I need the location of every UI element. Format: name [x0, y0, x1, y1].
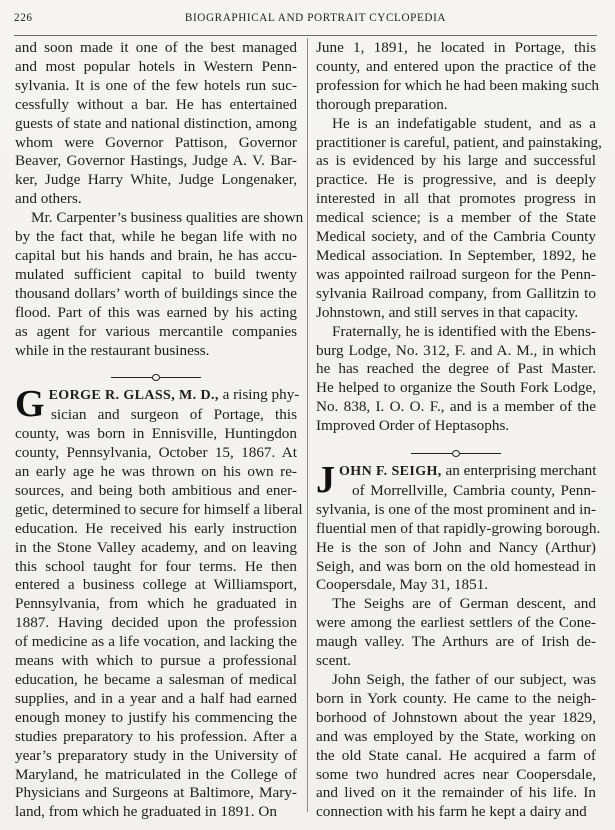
text-line: borhood of Johnstown about the year 1829, [316, 708, 596, 726]
text-line: by the fact that, while he began life with no [15, 228, 297, 246]
glass-student-paragraph [316, 114, 602, 323]
text-line: practice. He is progressive, and is deeply [316, 171, 596, 189]
text-line: sylvania, is one of the most prominent and in- [316, 500, 596, 518]
text-line: sician and surgeon of Portage, this [51, 406, 297, 424]
text-line: and soon made it one of the best managed [15, 39, 297, 56]
text-line: The Seighs are of German descent, and [332, 595, 596, 613]
text-line: and most popular hotels in Western Penn- [15, 57, 297, 75]
text-line: John Seigh, the father of our subject, was [332, 671, 596, 688]
text-line: He helped to organize the South Fork Lodge, [316, 379, 596, 397]
text-line: Improved Order of Heptasophs. [316, 417, 510, 435]
text-line: he has reached the degree of Past Master. [316, 360, 596, 378]
text-line: county, and entered upon the practice of the [316, 57, 596, 75]
section-ornament [411, 450, 501, 456]
text-line: sylvania Railroad company, from Gallitzin to [316, 284, 596, 302]
glass-practice-paragraph [316, 39, 600, 115]
text-line: an early age he was thrown on his own re- [15, 463, 297, 481]
text-line: flood. Part of this was earned by his acting [15, 303, 297, 321]
text-line: Physicians and Surgeons at Baltimore, Mary- [15, 784, 297, 802]
text-line: enough money to justify his commencing the [15, 708, 297, 726]
glass-bio-paragraph: G EORGE R. GLASS, M. D., a rising phy- sician and surgeon of Portage, this county, was born in Ennisville, Huntingdon county, Pennsylvania, October 15, 1867. At an early age he was thrown on his own re- sources, and being both ambitious and ener- getic, determined to secure for himself a liberal education. He received his early instruction in the Stone Valley academy, and on leaving this school taught for four terms. He then entered a business college at Williamsport, Pennsylvania, from which he graduated in 1887. Having decided upon the profession of medicine as a life vocation, and lacking the means with which to pursue a professional education, he became a salesman of medical supplies, and in a year and a half had earned enough money to justify his commencing the studies preparatory to his profession. After a year’s preparatory study in the University of Maryland, he matriculated in the College of Physicians and Surgeons at Baltimore, Mary- land, from which he graduated in 1891. On [15, 383, 303, 821]
left-column [15, 39, 304, 822]
text-line: entered a business college at Williamsport, [15, 576, 297, 594]
text-line: medical science; is a member of the State [316, 209, 596, 227]
text-line: June 1, 1891, he located in Portage, this [316, 39, 596, 56]
text-line: year’s preparatory study in the University of [15, 746, 297, 764]
section-ornament [111, 374, 201, 380]
seigh-bio-paragraph: J OHN F. SEIGH, an enterprising merchant of Morrellville, Cambria county, Penn- sylvania, is one of the most prominent and in- fluential men of that rapidly-growing borough. He is the son of John and Nancy (Arthur) Seigh, and was born on the old homestead in Coopersdale, May 31, 1851. [316, 459, 601, 594]
text-line: means with which to pursue a professional [15, 652, 297, 670]
text-line: interested in all that promotes progress in [316, 190, 596, 208]
text-line: sources, and being both ambitious and ener- [15, 481, 297, 499]
text-line: Maryland, he matriculated in the College of [15, 765, 297, 783]
text-line: in the Stone Valley academy, and on leaving [15, 538, 297, 556]
text-line: maugh valley. The Arthurs are of Irish de- [316, 633, 596, 651]
text-line: Medical society, and of the Cambria County [316, 228, 596, 246]
carpenter-business-paragraph [15, 209, 304, 360]
text-line: and lived on it the remainder of his life. In [316, 784, 596, 802]
text-line: of medicine as a life vocation, and lacking the [15, 633, 297, 651]
bio-name: EORGE R. GLASS, M. D., [48, 388, 219, 404]
text-line: Medical association. In September, 1892, he [316, 246, 596, 264]
text-line: getic, determined to secure for himself a liberal [15, 500, 303, 518]
text-line: He is an indefatigable student, and as a [332, 114, 596, 132]
text-line: Johnstown, and still serves in that capacity. [316, 303, 579, 321]
text-line: capital but his hands and brain, he has accu- [15, 246, 297, 264]
text-line: mulated sufficient capital to build twenty [15, 265, 297, 283]
text-line: guests of state and national distinction, among [15, 114, 297, 132]
right-column [316, 39, 602, 822]
text-line: Coopersdale, May 31, 1851. [316, 576, 489, 594]
text-line: Seigh, and was born on the old homestead in [316, 557, 596, 575]
text-line: thousand dollars’ worth of buildings since the [15, 284, 297, 302]
text-line: Mr. Carpenter’s business qualities are shown [31, 209, 304, 227]
text-line: He is the son of John and Nancy (Arthur) [316, 538, 596, 556]
text-line: county, was born in Ennisville, Huntingdon [15, 425, 297, 443]
text-line: as is evidenced by his large and successful [316, 152, 596, 170]
running-head [14, 12, 597, 28]
bio-name: OHN F. SEIGH, [339, 464, 442, 480]
text-line: were among the earliest settlers of the Cone- [316, 614, 596, 632]
dropcap-j: J [316, 459, 335, 502]
text-line: this school taught for four terms. He then [15, 557, 297, 575]
text-line: education. He received his early instruction [15, 519, 297, 537]
text-line: as agent for various mercantile companies [15, 322, 297, 340]
dropcap-g: G [15, 383, 45, 426]
seigh-father-paragraph [316, 671, 596, 822]
text-line: Fraternally, he is identified with the Ebens- [332, 322, 596, 340]
text-line: education, he became a salesman of medical [15, 671, 297, 688]
text-line: fluential men of that rapidly-growing borough. [316, 519, 601, 537]
text-line: thorough preparation. [316, 95, 448, 113]
text-line: No. 838, I. O. O. F., and is a member of the [316, 398, 596, 416]
seigh-descent-paragraph [316, 595, 596, 671]
glass-fraternal-paragraph [316, 323, 596, 436]
text-line: of Morrellville, Cambria county, Penn- [352, 481, 596, 499]
text-line: while in the restaurant business. [15, 341, 210, 359]
text-line: land, from which he graduated in 1891. On [15, 803, 277, 821]
running-title: BIOGRAPHICAL AND PORTRAIT CYCLOPEDIA [184, 12, 447, 24]
text-line: the old State canal. He acquired a farm of [316, 746, 596, 764]
text-line: and others. [15, 190, 82, 208]
carpenter-continued-paragraph [15, 39, 297, 209]
text-line: born in York county. He came to the neigh- [316, 689, 596, 707]
text-line: connection with his farm he kept a dairy and [316, 803, 587, 821]
text-line: was appointed railroad surgeon for the Penn- [316, 265, 596, 283]
text-line: Pennsylvania, from which he graduated in [15, 595, 297, 613]
text-line: whom were Governor Pattison, Governor [15, 133, 297, 151]
text-line: some two hundred acres near Coopersdale, [316, 765, 596, 783]
text-line: studies preparatory to his profession. After a [15, 727, 297, 745]
text-line: supplies, and in a year and a half had earned [15, 689, 297, 707]
text-line: and was employed by the State, working on [316, 727, 596, 745]
header-rule [14, 35, 597, 36]
text-line: ker, Judge Harry White, Judge Longenaker, [15, 171, 297, 189]
text-line: county, Pennsylvania, October 15, 1867. At [15, 444, 297, 462]
text-line: profession for which he had been making such [316, 76, 600, 94]
page-number: 226 [14, 12, 33, 24]
text-line: practitioner is careful, patient, and painstaking, [316, 133, 602, 151]
text-line: sylvania. It is one of the few hotels run suc- [15, 76, 297, 94]
text-line: cessfully without a bar. He has entertained [15, 95, 297, 113]
text-line: 1887. Having decided upon the profession [15, 614, 297, 632]
text-line: burg Lodge, No. 312, F. and A. M., in which [316, 341, 596, 359]
text-line: scent. [316, 652, 352, 670]
text-line: Beaver, Governor Hastings, Judge A. V. Bar- [15, 152, 297, 170]
column-divider [307, 38, 308, 812]
